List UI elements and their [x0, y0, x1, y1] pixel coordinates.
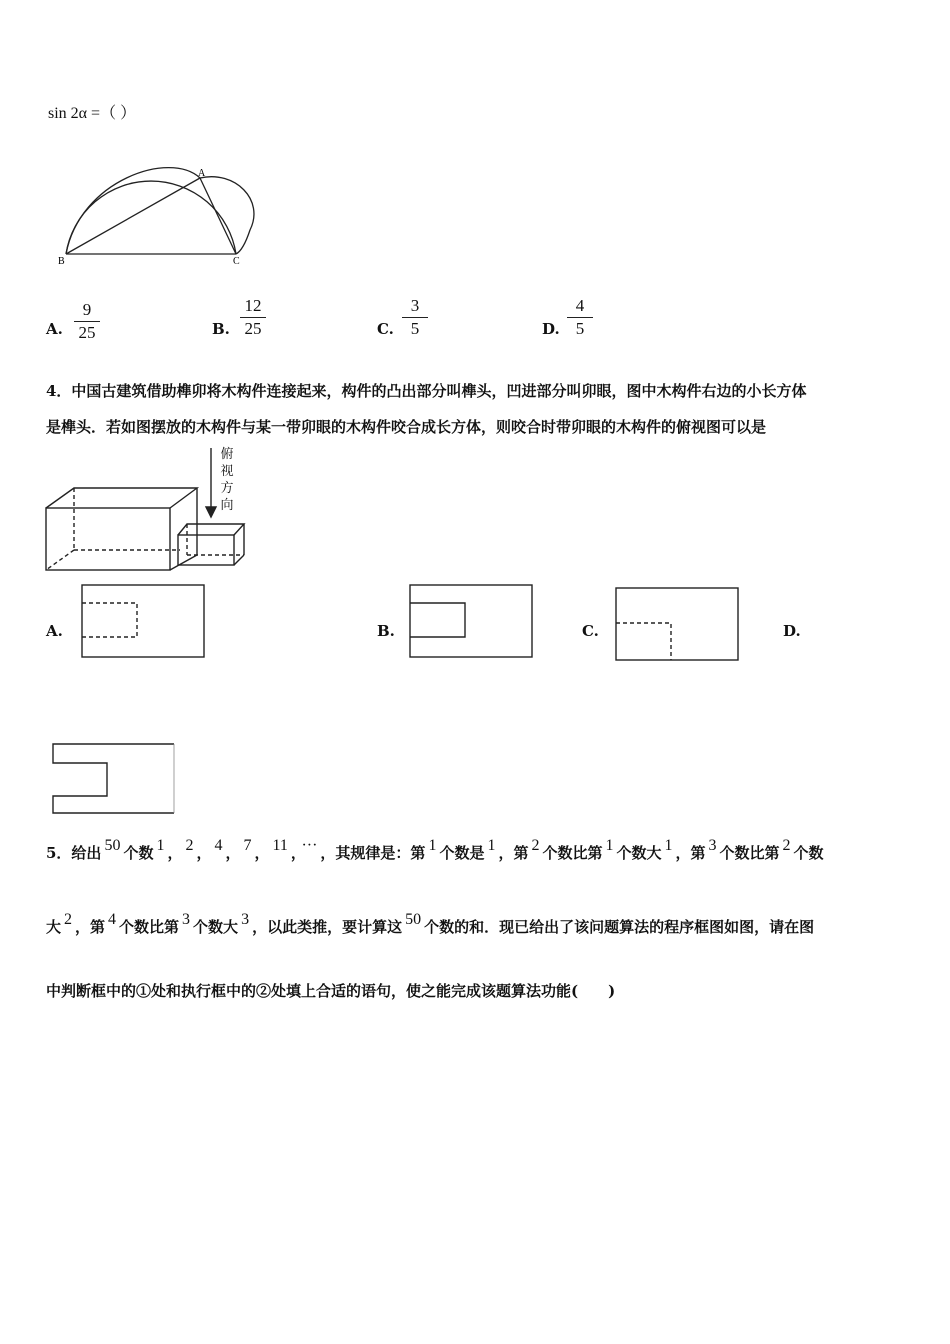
stem-text-run: 个数是: [439, 844, 485, 862]
q3-option-c-label[interactable]: C.: [377, 320, 394, 338]
q3-option-b-fraction: [238, 296, 268, 339]
math-number: 50: [104, 837, 121, 854]
q3-option-b-label[interactable]: B.: [212, 320, 230, 338]
stem-text-run: ，第: [498, 844, 529, 862]
stem-text-run: 5．给出: [46, 844, 102, 862]
big-semicircle-arc: [66, 181, 236, 254]
view-arrow-head: [206, 507, 216, 517]
math-number: 2: [782, 837, 791, 854]
math-number: 50: [405, 911, 422, 928]
tenon-box-top: [178, 524, 244, 535]
q3-stem-tail: sin 2α =（ ）: [48, 105, 137, 122]
numerator: 3: [410, 296, 420, 315]
q4-stem-line-2: 是榫头．若如图摆放的木构件与某一带卯眼的木构件咬合成长方体，则咬合时带卯眼的木构件的俯视图可以是: [46, 418, 767, 436]
math-number: 3: [708, 837, 717, 854]
q4-stem-line-1: 4．中国古建筑借助榫卯将木构件连接起来，构件的凸出部分叫榫头，凹进部分叫卯眼，图中木构件右边的小长方体: [46, 382, 807, 400]
stem-text-run: ，: [196, 844, 212, 862]
view-char: 俯: [220, 447, 234, 462]
stem-text-run: ，: [167, 844, 183, 862]
q3-option-d-label[interactable]: D.: [542, 320, 560, 338]
chord-ac: [200, 178, 236, 254]
stem-text-run: ，其规律是：第: [320, 844, 426, 862]
q3-option-c-fraction: [400, 296, 430, 339]
point-c-label: C: [233, 256, 240, 267]
q5-stem-line-3: 中判断框中的①处和执行框中的②处填上合适的语句，使之能完成该题算法功能( ): [46, 982, 616, 1000]
point-b-label: B: [58, 256, 65, 267]
denominator: 25: [244, 319, 262, 338]
semicircle-ab-arc: [66, 168, 200, 254]
chord-ba: [66, 178, 200, 254]
stem-text-run: 个数: [793, 844, 824, 862]
math-number: 1: [664, 837, 673, 854]
numerator: 4: [575, 296, 585, 315]
math-number: 1: [487, 837, 496, 854]
stem-text-run: 个数比第: [119, 918, 180, 936]
stem-text-run: ，: [290, 844, 299, 862]
math-number: 4: [108, 911, 117, 928]
stem-text-run: ，以此类推，要计算这: [252, 918, 403, 936]
math-number: 2: [64, 911, 73, 928]
q4-option-c-figure[interactable]: [614, 586, 740, 662]
denominator: 25: [78, 323, 96, 342]
stem-text-run: 大: [46, 918, 62, 936]
q4-option-d-label[interactable]: D.: [783, 622, 801, 640]
q4-option-a-label[interactable]: A.: [46, 622, 63, 640]
q4-option-c-label[interactable]: C.: [582, 622, 599, 640]
math-number: 11: [272, 837, 288, 854]
numerator: 9: [82, 300, 92, 319]
q3-geometry-figure: [50, 140, 310, 280]
stem-text-run: 个数大: [616, 844, 662, 862]
stem-text-run: 个数的和．现已给出了该问题算法的程序框图如图，请在图: [424, 918, 815, 936]
math-number: 3: [182, 911, 191, 928]
stem-text-run: ，第: [75, 918, 106, 936]
stem-text-run: ，: [254, 844, 270, 862]
view-char: 向: [220, 498, 234, 513]
math-number: 2: [531, 837, 540, 854]
numerator: 12: [244, 296, 262, 315]
large-box-top: [46, 488, 197, 508]
math-number: ···: [301, 837, 318, 854]
math-number: 2: [185, 837, 194, 854]
q3-option-a-label[interactable]: A.: [46, 320, 63, 338]
math-number: 7: [243, 837, 252, 854]
q3-option-d-fraction: [565, 296, 595, 339]
view-char: 方: [220, 481, 234, 496]
q4-option-b-label[interactable]: B.: [377, 622, 395, 640]
stem-text-run: ，: [225, 844, 241, 862]
q5-stem-line-2: [46, 911, 815, 939]
wooden-component-figure: [40, 445, 300, 585]
stem-text-run: ，第: [675, 844, 706, 862]
semicircle-ac-arc: [200, 177, 254, 254]
q4-option-b-figure[interactable]: [408, 583, 534, 659]
q4-option-a-figure[interactable]: [80, 583, 206, 659]
denominator: 5: [410, 319, 420, 338]
math-number: 1: [156, 837, 165, 854]
stem-text-run: 个数: [123, 844, 154, 862]
q5-stem-line-1: [46, 837, 824, 865]
point-a-label: A: [198, 168, 206, 179]
large-box-front: [46, 508, 170, 570]
math-number: 1: [605, 837, 614, 854]
denominator: 5: [575, 319, 585, 338]
view-char: 视: [220, 464, 234, 479]
q3-option-a-fraction: [72, 300, 102, 343]
math-number: 4: [214, 837, 223, 854]
stem-text-run: 个数比第: [719, 844, 780, 862]
stem-text-run: 个数大: [193, 918, 239, 936]
math-number: 1: [428, 837, 437, 854]
stem-text-run: 个数比第: [542, 844, 603, 862]
q4-option-d-figure[interactable]: [50, 741, 180, 817]
math-number: 3: [241, 911, 250, 928]
